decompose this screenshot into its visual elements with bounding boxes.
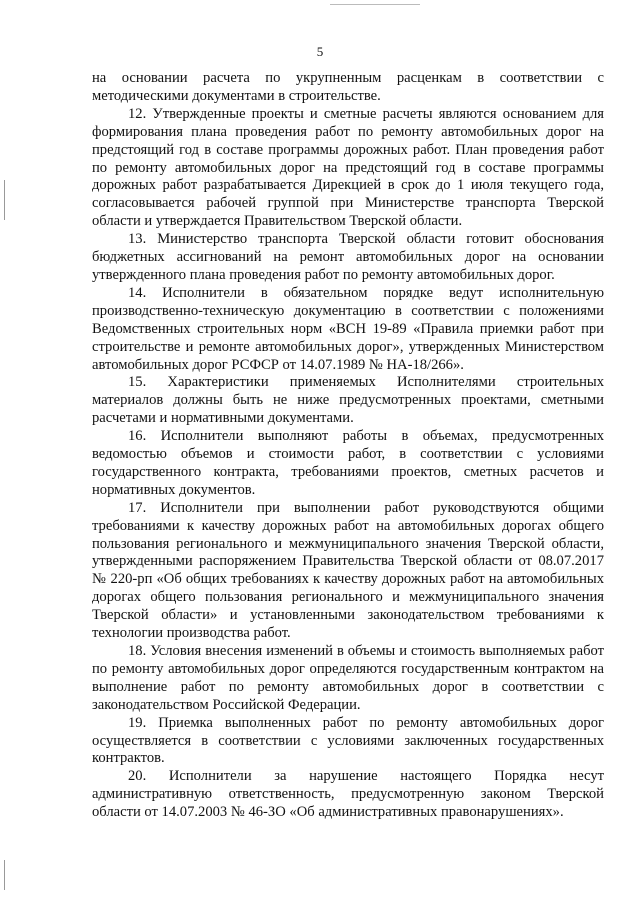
scan-artifact-left-edge (4, 180, 5, 220)
document-body (92, 70, 604, 822)
paragraph-18: 18. Условия внесения изменений в объемы и стоимость выполняемых работ по ремонту автомобильных дорог определяются государственным контрактом на выполнение работ по ремонту автомобильных дорог в соответствии с законодательством Российской Федерации. (92, 643, 604, 713)
paragraph-12: 12. Утвержденные проекты и сметные расчеты являются основанием для формирования плана проведения работ по ремонту автомобильных дорог на предстоящий год в составе программы дорожных работ. План проведения работ по ремонту автомобильных дорог на предстоящий год в составе программы дорожных работ разрабатывается Дирекцией в срок до 1 июля текущего года, согласовывается рабочей группой при Министерстве транспорта Тверской области и утверждается Правительством Тверской области. (92, 105, 604, 230)
scan-artifact-top (330, 4, 420, 5)
paragraph-15: 15. Характеристики применяемых Исполнителями строительных материалов должны быть не ниже предусмотренных проектами, сметными расчетами и нормативными документами. (92, 374, 604, 427)
paragraph-19: 19. Приемка выполненных работ по ремонту автомобильных дорог осуществляется в соответствии с условиями заключенных государственных контрактов. (92, 714, 604, 767)
paragraph-continuation: на основании расчета по укрупненным расценкам в соответствии с методическими документами в строительстве. (92, 70, 604, 104)
paragraph-16: 16. Исполнители выполняют работы в объемах, предусмотренных ведомостью объемов и стоимости работ, в соответствии с условиями государственного контракта, требованиями проектов, сметных расчетов и нормативных документов. (92, 428, 604, 498)
paragraph-20: 20. Исполнители за нарушение настоящего Порядка несут административную ответственность, предусмотренную законом Тверской области от 14.07.2003 № 46-ЗО «Об административных правонарушениях». (92, 768, 604, 821)
scan-artifact-left-edge-bottom (4, 860, 5, 890)
paragraph-17: 17. Исполнители при выполнении работ руководствуются общими требованиями к качеству дорожных работ на автомобильных дорогах общего пользования регионального и межмуниципального значения Тверской области, утвержденными распоряжением Правительства Тверской области от 08.07.2017 № 220-рп «Об общих требованиях к качеству дорожных работ на автомобильных дорогах общего пользования регионального и межмуниципального значения Тверской области» и установленными законодательством требованиями к технологии производства работ. (92, 499, 604, 642)
page-number: 5 (316, 44, 324, 59)
paragraph-13: 13. Министерство транспорта Тверской области готовит обоснования бюджетных ассигнований на ремонт автомобильных дорог на основании утвержденного плана проведения работ по ремонту автомобильных дорог. (92, 231, 604, 283)
paragraph-14: 14. Исполнители в обязательном порядке ведут исполнительную производственно-техническую документацию в соответствии с положениями Ведомственных строительных норм «ВСН 19-89 «Правила приемки работ при строительстве и ремонте автомобильных дорог», утвержденных Министерством автомобильных дорог РСФСР от 14.07.1989 № НА-18/266». (92, 284, 604, 373)
